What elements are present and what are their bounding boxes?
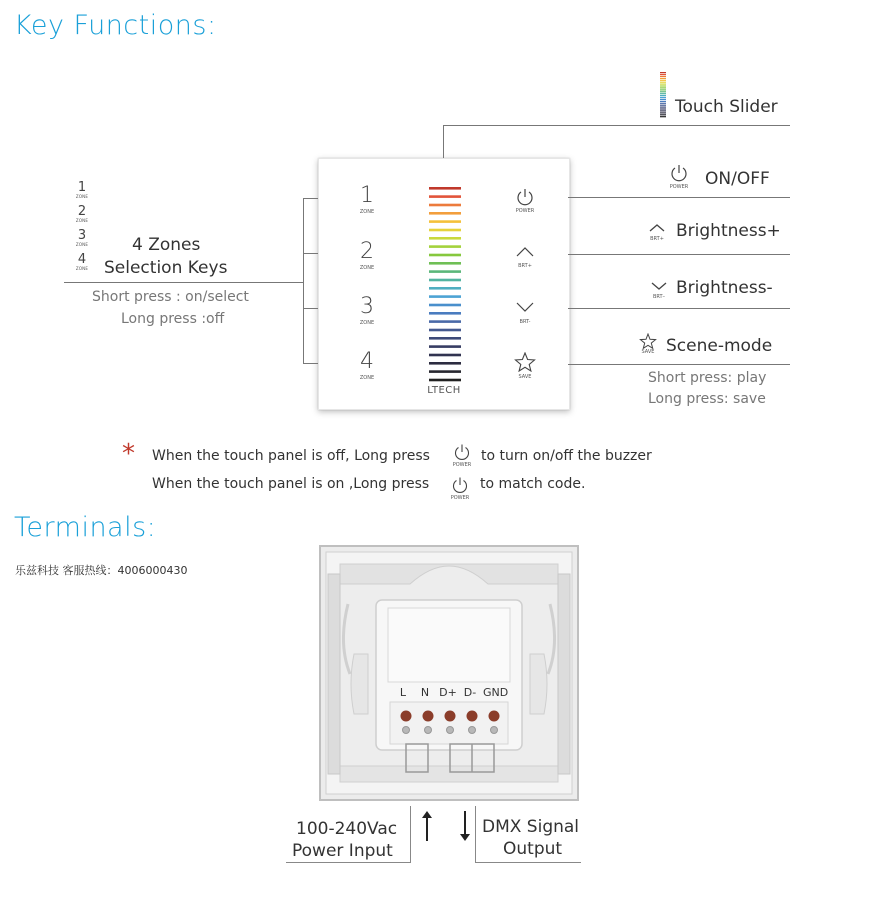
zone-1-caption: ZONE xyxy=(359,209,375,215)
mini-slider-bar xyxy=(660,78,666,79)
key-functions-heading: Key Functions: xyxy=(14,10,217,41)
mini-slider-bar xyxy=(660,107,666,108)
power-input-underline xyxy=(286,862,411,863)
mini-slider-bar xyxy=(660,112,666,113)
slider-bar xyxy=(429,337,461,340)
touch-slider[interactable] xyxy=(427,185,463,385)
touch-slider-drop xyxy=(443,125,444,158)
scene-mode-line xyxy=(568,364,790,365)
mini-slider-bar xyxy=(660,82,666,83)
dmx-output-line1: DMX Signal xyxy=(482,817,580,837)
brightness-minus-label: Brightness- xyxy=(676,278,773,298)
terminal-label-gnd: GND xyxy=(483,686,509,699)
mini-slider-bar xyxy=(660,87,666,88)
zones-bracket xyxy=(303,198,304,363)
save-star-key-icon[interactable] xyxy=(514,352,536,372)
mini-slider-bar xyxy=(660,103,666,104)
power-icon xyxy=(669,163,689,183)
mini-slider-icon xyxy=(659,72,667,118)
slider-bar xyxy=(429,362,461,365)
zone-1-key[interactable]: 1 xyxy=(360,183,374,208)
on-off-line xyxy=(568,197,790,198)
mini-slider-bar xyxy=(660,101,666,102)
zone-4-caption: ZONE xyxy=(359,375,375,381)
scene-long-press: Long press: save xyxy=(648,391,766,407)
zone-3-key[interactable]: 3 xyxy=(360,294,374,319)
slider-bar xyxy=(429,279,461,282)
slider-bar xyxy=(429,187,461,190)
terminal-label-n: N xyxy=(420,686,430,699)
slider-bar xyxy=(429,345,461,348)
note-line1-b: to turn on/off the buzzer xyxy=(481,448,652,464)
terminals-heading: Terminals: xyxy=(14,512,157,543)
note-line1-a: When the touch panel is off, Long press xyxy=(152,448,430,464)
scene-short-press: Short press: play xyxy=(648,370,767,386)
mini-slider-bar xyxy=(660,89,666,90)
slider-bar xyxy=(429,329,461,332)
note-line2-a: When the touch panel is on ,Long press xyxy=(152,476,430,492)
slider-bar xyxy=(429,379,461,382)
note-power-caption-2: POWER xyxy=(450,495,470,501)
slider-bar xyxy=(429,254,461,257)
zone-3-caption: ZONE xyxy=(359,320,375,326)
zone-2-caption: ZONE xyxy=(359,265,375,271)
brightness-up-key-caption: BRT+ xyxy=(518,263,532,269)
brightness-down-caption: BRT– xyxy=(652,294,666,300)
service-hotline: 乐兹科技 客服热线：4006000430 xyxy=(15,564,188,577)
power-key-icon[interactable] xyxy=(515,187,535,207)
scene-mode-label: Scene-mode xyxy=(666,336,773,356)
terminal-label-d-plus: D+ xyxy=(439,686,457,699)
slider-bar xyxy=(429,354,461,357)
brightness-down-key-caption: BRT- xyxy=(519,319,531,325)
panel-back-view xyxy=(318,544,580,802)
zones-desc-line2: Long press :off xyxy=(121,311,225,327)
arrow-up-icon xyxy=(420,810,434,842)
zone-2-key[interactable]: 2 xyxy=(360,239,374,264)
mini-slider-bar xyxy=(660,116,666,117)
mini-slider-bar xyxy=(660,93,666,94)
zones-title-line2: Selection Keys xyxy=(104,258,228,278)
touch-slider-label: Touch Slider xyxy=(675,97,778,117)
slider-bar xyxy=(429,295,461,298)
brand-logo: LTECH xyxy=(427,385,461,396)
mini-slider-bar xyxy=(660,110,666,111)
slider-bar xyxy=(429,237,461,240)
mini-slider-bar xyxy=(660,105,666,106)
mini-slider-bar xyxy=(660,80,666,81)
bracket-tick-1 xyxy=(303,198,318,199)
brightness-up-icon xyxy=(648,222,666,234)
asterisk-icon: * xyxy=(122,439,135,469)
zone-icon-1-caption: ZONE xyxy=(75,194,89,199)
mini-slider-bar xyxy=(660,74,666,75)
slider-bar xyxy=(429,245,461,248)
slider-bar xyxy=(429,304,461,307)
zones-title-line1: 4 Zones xyxy=(132,235,201,255)
zone-icon-3-caption: ZONE xyxy=(75,242,89,247)
brightness-plus-line xyxy=(568,254,790,255)
note-line2-b: to match code. xyxy=(480,476,586,492)
brightness-down-icon xyxy=(650,280,668,292)
brightness-minus-line xyxy=(568,308,790,309)
mini-slider-bar xyxy=(660,114,666,115)
zone-icon-2-caption: ZONE xyxy=(75,218,89,223)
mini-slider-bar xyxy=(660,72,666,73)
mini-slider-bar xyxy=(660,97,666,98)
zone-icon-1: 1 xyxy=(77,180,87,195)
mini-slider-bar xyxy=(660,99,666,100)
star-icon xyxy=(639,333,657,349)
note-power-caption-1: POWER xyxy=(452,462,472,468)
slider-bar xyxy=(429,195,461,198)
mini-slider-bar xyxy=(660,95,666,96)
bracket-tick-3 xyxy=(303,308,318,309)
touch-panel xyxy=(318,158,570,410)
mini-slider-bar xyxy=(660,76,666,77)
dmx-output-underline xyxy=(475,862,581,863)
zone-icon-4: 4 xyxy=(77,252,87,267)
brightness-up-key-icon[interactable] xyxy=(515,245,535,259)
zones-callout-line xyxy=(64,282,304,283)
note-power-icon-2 xyxy=(451,476,469,494)
slider-bar xyxy=(429,312,461,315)
slider-bar xyxy=(429,370,461,373)
terminal-label-l: L xyxy=(399,686,407,699)
slider-bar xyxy=(429,212,461,215)
bracket-tick-2 xyxy=(303,253,318,254)
mini-slider-bar xyxy=(660,91,666,92)
bracket-tick-4 xyxy=(303,363,318,364)
mini-slider-bar xyxy=(660,85,666,86)
zone-icon-4-caption: ZONE xyxy=(75,266,89,271)
mini-slider-bar xyxy=(660,84,666,85)
dmx-output-line2: Output xyxy=(503,839,563,859)
power-input-divider xyxy=(410,806,411,862)
slider-bar xyxy=(429,262,461,265)
save-key-caption: SAVE xyxy=(518,374,532,380)
slider-bar xyxy=(429,220,461,223)
arrow-down-icon xyxy=(458,810,472,842)
star-icon-caption: SAVE xyxy=(641,349,655,355)
slider-bar xyxy=(429,229,461,232)
on-off-label: ON/OFF xyxy=(705,169,770,189)
power-input-line2: Power Input xyxy=(292,841,393,861)
zone-icon-3: 3 xyxy=(77,228,87,243)
slider-bar xyxy=(429,320,461,323)
slider-bar xyxy=(429,204,461,207)
zone-icons-column xyxy=(74,182,90,271)
brightness-plus-label: Brightness+ xyxy=(676,221,781,241)
power-icon-caption: POWER xyxy=(669,184,689,190)
power-input-line1: 100-240Vac xyxy=(296,819,398,839)
power-key-caption: POWER xyxy=(515,208,535,214)
note-power-icon-1 xyxy=(453,443,471,461)
zone-icon-2: 2 xyxy=(77,204,87,219)
zone-4-key[interactable]: 4 xyxy=(360,349,374,374)
slider-bar xyxy=(429,287,461,290)
dmx-output-divider xyxy=(475,806,476,862)
terminal-label-d-minus: D- xyxy=(463,686,477,699)
brightness-up-caption: BRT+ xyxy=(650,236,664,242)
slider-bar xyxy=(429,270,461,273)
mini-slider-bar xyxy=(660,108,666,109)
zones-desc-line1: Short press : on/select xyxy=(92,289,249,305)
brightness-down-key-icon[interactable] xyxy=(515,300,535,314)
touch-slider-line xyxy=(443,125,790,126)
